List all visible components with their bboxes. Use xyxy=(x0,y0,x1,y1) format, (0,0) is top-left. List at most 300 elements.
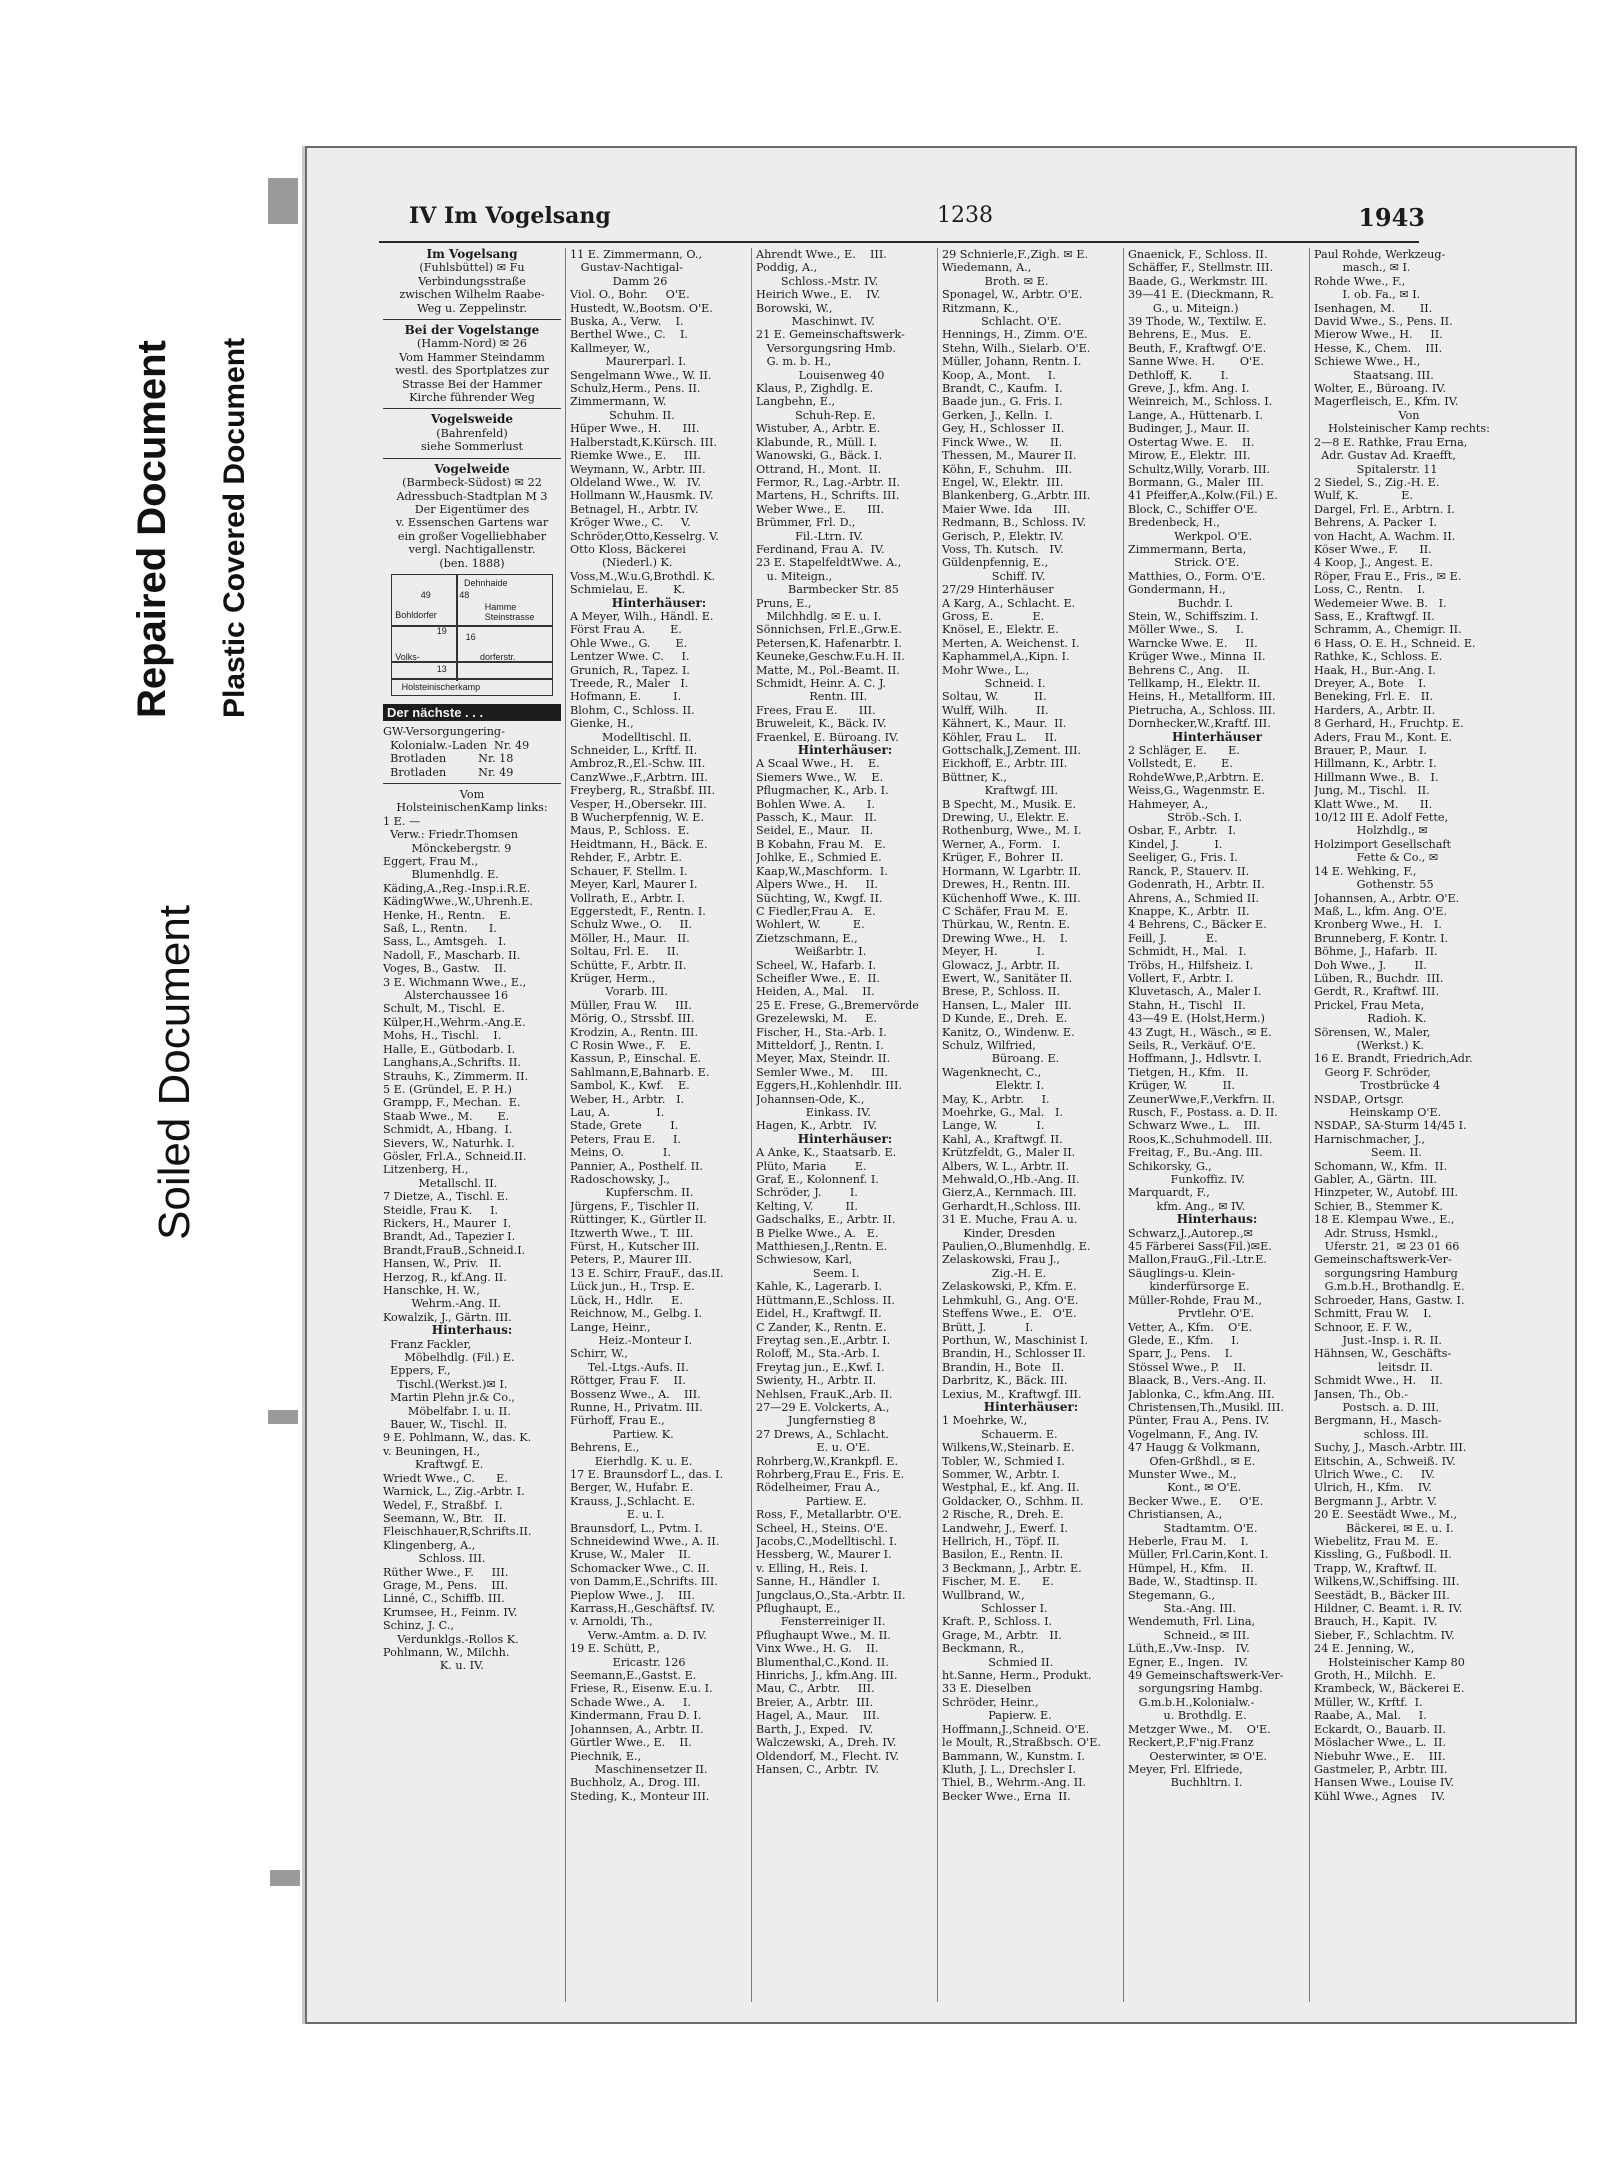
directory-entry: Külper,H.,Wehrm.-Ang.E. xyxy=(383,1015,526,1029)
directory-entry: Munster Wwe., M., xyxy=(1128,1467,1237,1481)
street-heading: Hinterhaus: xyxy=(431,1323,513,1338)
street-description: (Bahrenfeld) xyxy=(436,426,508,440)
directory-entry: Doh Wwe., J. II. xyxy=(1314,958,1427,972)
street-description: vergl. Nachtigallenstr. xyxy=(408,543,536,557)
directory-entry: v. Elling, H., Reis. I. xyxy=(756,1561,869,1575)
directory-entry: Kluth, J. L., Drechsler I. xyxy=(942,1762,1077,1776)
directory-entry: Vetter, A., Kfm. O'E. xyxy=(1128,1320,1253,1334)
directory-entry: Landwehr, J., Ewerf. I. xyxy=(942,1521,1068,1535)
directory-entry: Ambroz,R.,El.-Schw. III. xyxy=(570,757,706,771)
directory-entry: Hustedt, W.,Bootsm. O'E. xyxy=(570,301,713,315)
directory-entry: Meyer, Frl. Elfriede, xyxy=(1128,1762,1243,1776)
directory-entry: Hormann, W. Lgarbtr. II. xyxy=(942,864,1082,878)
directory-entry: Heinskamp O'E. xyxy=(1314,1106,1442,1119)
directory-entry: Fette & Co., ✉ xyxy=(1314,851,1439,865)
directory-entry: Pünter, Frau A., Pens. IV. xyxy=(1128,1414,1270,1428)
directory-entry: Tröbs, H., Hilfsheiz. I. xyxy=(1128,958,1254,972)
directory-entry: Brandin, H., Schlosser II. xyxy=(942,1347,1086,1361)
directory-entry: Kruse, W., Maler II. xyxy=(570,1548,691,1562)
directory-entry: Sengelmann Wwe., W. II. xyxy=(570,368,712,382)
directory-entry: Fil.-Ltrn. IV. xyxy=(756,529,864,543)
directory-entry: Berger, W., Hufabr. E. xyxy=(570,1481,694,1495)
directory-entry: Herzog, R., kf.Ang. II. xyxy=(383,1270,507,1284)
directory-entry: Dethloff, K. I. xyxy=(1128,368,1229,382)
directory-entry: Seils, R., Verkäuf. O'E. xyxy=(1128,1038,1256,1052)
directory-entry: Wohlert, W. E. xyxy=(756,918,865,932)
directory-entry: Brotladen Nr. 18 xyxy=(383,752,514,766)
directory-entry: Strick. O'E. xyxy=(1128,556,1240,570)
directory-entry: Schlacht. O'E. xyxy=(942,315,1062,329)
map-label: dorferstr. xyxy=(480,651,516,662)
directory-entry: Goldacker, O., Schhm. II. xyxy=(942,1494,1084,1508)
directory-entry: B Pielke Wwe., A. E. xyxy=(756,1226,879,1240)
directory-entry: Bammann, W., Kunstm. I. xyxy=(942,1749,1085,1763)
directory-entry: 3 Beckmann, J., Arbtr. E. xyxy=(942,1561,1082,1575)
directory-entry: Damm 26 xyxy=(570,274,668,288)
directory-entry: Hildner, C. Beamt. i. R. IV. xyxy=(1314,1602,1463,1616)
directory-entry: Zietzschmann, E., xyxy=(756,931,858,945)
directory-entry: Brümmer, Frl. D., xyxy=(756,516,856,530)
directory-entry: Strauhs, K., Zimmerm. II. xyxy=(383,1069,529,1083)
street-description: (Fuhlsbüttel) ✉ Fu xyxy=(419,261,525,275)
street-description: westl. des Sportplatzes zur xyxy=(395,364,549,378)
directory-entry: Ahrendt Wwe., E. III. xyxy=(756,248,887,261)
directory-entry: Wedemeier Wwe. B. I. xyxy=(1314,596,1447,610)
directory-entry: Paul Rohde, Werkzeug- xyxy=(1314,248,1446,261)
directory-entry: Walczewski, A., Dreh. IV. xyxy=(756,1736,897,1750)
directory-entry: Lange, Heinr., xyxy=(570,1320,651,1334)
directory-entry: Glede, E., Kfm. I. xyxy=(1128,1333,1240,1347)
directory-entry: NSDAP., SA-Sturm 14/45 I. xyxy=(1314,1119,1467,1133)
directory-entry: Thessen, M., Maurer II. xyxy=(942,449,1077,463)
directory-entry: Seemann, W., Btr. II. xyxy=(383,1511,507,1525)
directory-entry: Johannsen-Ode, K., xyxy=(756,1092,865,1106)
directory-entry: Martin Plehn jr.& Co., xyxy=(383,1391,515,1405)
directory-entry: Mönckebergstr. 9 xyxy=(383,841,512,855)
directory-entry: Scheifler Wwe., E. II. xyxy=(756,971,880,985)
directory-entry: Modelltischl. II. xyxy=(570,730,692,744)
map-label: 48 xyxy=(459,589,470,600)
directory-entry: Bormann, G., Maler III. xyxy=(1128,475,1264,489)
directory-entry: Hansen Wwe., Louise IV. xyxy=(1314,1776,1455,1790)
directory-entry: Mirow, E., Elektr. III. xyxy=(1128,449,1251,463)
directory-entry: Mallon,FrauG.,Fil.-Ltr.E. xyxy=(1128,1253,1267,1267)
directory-entry: Verw.: Friedr.Thomsen xyxy=(383,828,518,842)
map-label: Bohldorfer xyxy=(395,609,437,620)
street-heading: Hinterhäuser: xyxy=(983,1399,1079,1414)
directory-entry: Gerdt, R., Kraftwf. III. xyxy=(1314,985,1440,999)
directory-entry: (Werkst.) K. xyxy=(1314,1038,1425,1052)
directory-entry: Stegemann, G., xyxy=(1128,1588,1216,1602)
street-description: Vom Hammer Steindamm xyxy=(399,350,545,364)
directory-page xyxy=(305,146,1577,2024)
directory-entry: Ulrich, H., Kfm. IV. xyxy=(1314,1481,1432,1495)
directory-entry: Röttger, Frau F. II. xyxy=(570,1374,686,1388)
directory-entry: Wilkens,W.,Steinarb. E. xyxy=(942,1441,1075,1455)
directory-entry: Steffens Wwe., E. O'E. xyxy=(942,1307,1077,1321)
directory-entry: Blaack, B., Vers.-Ang. II. xyxy=(1128,1374,1267,1388)
directory-entry: Viol. O., Bohr. O'E. xyxy=(570,288,690,302)
directory-entry: Klatt Wwe., M. II. xyxy=(1314,797,1433,811)
map-label: Steinstrasse xyxy=(484,611,535,622)
directory-entry: Eickhoff, E., Arbtr. III. xyxy=(942,757,1068,771)
directory-entry: Möller Wwe., S. I. xyxy=(1128,623,1244,637)
directory-entry: 14 E. Wehking, F., xyxy=(1314,864,1417,878)
directory-entry: D Kunde, E., Dreh. E. xyxy=(942,1012,1068,1026)
directory-entry: Martens, H., Schrifts. III. xyxy=(756,489,900,503)
directory-entry: Hagel, A., Maur. III. xyxy=(756,1709,880,1723)
directory-entry: Wagenknecht, C., xyxy=(942,1065,1042,1079)
directory-entry: v. Arnoldi, Th., xyxy=(570,1615,653,1629)
street-heading: Hinterhäuser xyxy=(1171,729,1263,744)
directory-entry: Buchhltrn. I. xyxy=(1128,1776,1243,1790)
directory-entry: Schneid. I. xyxy=(942,677,1046,690)
directory-entry: Schmidt, Heinr. A. C. J. xyxy=(756,677,887,690)
directory-entry: Stössel Wwe., P. II. xyxy=(1128,1360,1246,1374)
directory-entry: 21 E. Gemeinschaftswerk- xyxy=(756,328,905,342)
directory-entry: Wiedemann, A., xyxy=(942,261,1032,275)
directory-entry: Hüper Wwe., H. III. xyxy=(570,422,700,436)
directory-entry: Weiss,G., Wagenmstr. E. xyxy=(1128,784,1266,798)
directory-entry: Alsterchaussee 16 xyxy=(383,989,509,1003)
directory-entry: Schneid., ✉ III. xyxy=(1128,1628,1250,1642)
street-description: Adressbuch-Stadtplan M 3 xyxy=(396,489,548,503)
directory-entry: Prickel, Frau Meta, xyxy=(1314,998,1425,1012)
directory-entry: Gondermann, H., xyxy=(1128,583,1226,597)
directory-entry: 27/29 Hinterhäuser xyxy=(942,583,1054,597)
directory-entry: Becker Wwe., E. O'E. xyxy=(1128,1494,1264,1508)
directory-entry: Ewert, W., Sanitäter II. xyxy=(942,971,1073,985)
directory-entry: ht.Sanne, Herm., Produkt. xyxy=(942,1669,1092,1683)
directory-entry: Kindel, J. I. xyxy=(1128,837,1223,851)
directory-entry: Adr. Struss, Hsmkl., xyxy=(1314,1226,1439,1240)
directory-entry: Dreyer, A., Bote I. xyxy=(1314,677,1427,690)
directory-entry: Pietrucha, A., Schloss. III. xyxy=(1128,703,1276,717)
directory-entry: Hessberg, W., Maurer I. xyxy=(756,1548,892,1562)
directory-entry: Basilon, E., Rentn. II. xyxy=(942,1548,1064,1562)
directory-entry: Krüger Wwe., Minna II. xyxy=(1128,650,1266,664)
directory-entry: Freitag, F., Bu.-Ang. III. xyxy=(1128,1146,1263,1160)
directory-entry: Wehrm.-Ang. II. xyxy=(383,1297,502,1311)
directory-entry: Hinzpeter, W., Autobf. III. xyxy=(1314,1186,1459,1200)
directory-entry: Johannsen, A., Arbtr. O'E. xyxy=(1314,891,1460,905)
directory-entry: Gerisch, P., Elektr. IV. xyxy=(942,529,1064,543)
directory-entry: Maschinwt. IV. xyxy=(756,315,875,329)
directory-entry: Wolter, E., Büroang. IV. xyxy=(1314,382,1446,396)
directory-entry: Vollrath, E., Arbtr. I. xyxy=(570,891,685,905)
directory-entry: Wendemuth, Frl. Lina, xyxy=(1128,1615,1256,1629)
directory-entry: Hüttmann,E.,Schloss. II. xyxy=(756,1293,895,1307)
directory-entry: Müller, Frl.Carin,Kont. I. xyxy=(1128,1548,1269,1562)
directory-entry: Klaus, P., Zighdlg. E. xyxy=(756,382,874,396)
header-page-number: 1238 xyxy=(937,203,993,228)
directory-entry: Ofen-Grßhdl., ✉ E. xyxy=(1128,1454,1256,1468)
directory-entry: Semler Wwe., M. III. xyxy=(756,1065,888,1079)
directory-entry: Sönnichsen, Frl.E.,Grw.E. xyxy=(756,623,902,637)
directory-entry: 33 E. Dieselben xyxy=(942,1682,1032,1696)
directory-entry: Behrens, E., Mus. E. xyxy=(1128,328,1252,342)
directory-entry: Franz Fackler, xyxy=(383,1337,472,1351)
street-description: v. Essenschen Gartens war xyxy=(395,516,549,530)
directory-entry: Mörig, O., Strssbf. III. xyxy=(570,1012,695,1026)
directory-entry: Wiebelitz, Frau M. E. xyxy=(1314,1535,1439,1548)
directory-entry: Piechnik, E., xyxy=(570,1749,642,1763)
directory-entry: Eggerstedt, F., Rentn. I. xyxy=(570,904,706,918)
directory-entry: 7 Dietze, A., Tischl. E. xyxy=(383,1190,509,1204)
street-heading: Vogelsweide xyxy=(430,412,514,427)
directory-entry: 10/12 III E. Adolf Fette, xyxy=(1314,811,1449,825)
street-heading: Hinterhäuser: xyxy=(611,595,707,610)
directory-entry: 41 Pfeiffer,A.,Kolw.(Fil.) E. xyxy=(1128,489,1278,503)
directory-entry: G.m.b.H.,Kolonialw.- xyxy=(1128,1695,1255,1709)
directory-entry: Süchting, W., Kwgf. II. xyxy=(756,891,883,905)
directory-entry: Küchenhoff Wwe., K. III. xyxy=(942,891,1081,905)
directory-entry: Egner, E., Ingen. IV. xyxy=(1128,1655,1249,1669)
directory-entry: Kühl Wwe., Agnes IV. xyxy=(1314,1789,1446,1803)
directory-entry: Reichnow, M., Gelbg. I. xyxy=(570,1307,703,1321)
directory-entry: Heirich Wwe., E. IV. xyxy=(756,288,881,302)
section-divider xyxy=(383,783,561,784)
directory-entry: Schulz,Herm., Pens. II. xyxy=(570,382,701,396)
directory-entry: Köhn, F., Schuhm. III. xyxy=(942,462,1073,476)
directory-entry: Sanne Wwe. H. O'E. xyxy=(1128,355,1264,369)
directory-entry: 19 E. Schütt, P., xyxy=(570,1642,660,1656)
directory-entry: (Niederl.) K. xyxy=(570,556,673,570)
directory-entry: Finck Wwe., W. II. xyxy=(942,435,1063,449)
directory-entry: Tobler, W., Schmied I. xyxy=(942,1454,1065,1468)
scanner-edge-mark xyxy=(268,178,298,224)
directory-entry: Wriedt Wwe., C. E. xyxy=(383,1471,508,1485)
directory-entry: 1 E. — xyxy=(383,814,421,828)
directory-entry: Blumenthal,C.,Kond. II. xyxy=(756,1655,889,1669)
directory-entry: Isenhagen, M. II. xyxy=(1314,301,1433,315)
directory-entry: Krumsee, H., Feinm. IV. xyxy=(383,1605,518,1619)
street-description: Weg u. Zeppelinstr. xyxy=(417,301,527,315)
directory-entry: Jürgens, F., Tischler II. xyxy=(570,1199,700,1213)
directory-entry: Plüto, Maria E. xyxy=(756,1159,867,1173)
directory-entry: Schmidt, H., Mal. I. xyxy=(1128,945,1247,959)
directory-entry: 1 Moehrke, W., xyxy=(942,1414,1028,1428)
directory-entry: Klabunde, R., Müll. I. xyxy=(756,435,878,449)
directory-entry: Brandt, C., Kaufm. I. xyxy=(942,382,1063,396)
directory-entry: 4 Behrens, C., Bäcker E. xyxy=(1128,918,1267,932)
directory-entry: Kolonialw.-Laden Nr. 49 xyxy=(383,738,530,752)
directory-entry: Brese, P., Schloss. II. xyxy=(942,985,1061,999)
directory-entry: Seemann,E.,Gastst. E. xyxy=(570,1669,697,1683)
directory-entry: K. u. IV. xyxy=(383,1659,484,1673)
directory-entry: Schütte, F., Arbtr. II. xyxy=(570,958,687,972)
map-road xyxy=(456,575,458,681)
directory-entry: Hillmann Wwe., B. I. xyxy=(1314,770,1439,784)
directory-entry: Weinreich, M., Schloss. I. xyxy=(1128,395,1273,409)
directory-entry: Rohrberg,Frau E., Fris. E. xyxy=(756,1467,905,1481)
directory-entry: Jacobs,C.,Modelltischl. I. xyxy=(756,1535,897,1548)
directory-entry: 24 E. Jenning, W., xyxy=(1314,1642,1415,1656)
directory-entry: Friese, R., Eisenw. E.u. I. xyxy=(570,1682,713,1696)
directory-entry: Fischer, H., Sta.-Arb. I. xyxy=(756,1025,887,1039)
directory-entry: Grage, M., Arbtr. II. xyxy=(942,1628,1062,1642)
directory-entry: Brandt,FrauB.,Schneid.I. xyxy=(383,1243,526,1257)
directory-entry: Schuh-Rep. E. xyxy=(756,408,876,422)
directory-entry: Ostertag Wwe. E. II. xyxy=(1128,435,1255,449)
directory-entry: Mierow Wwe., H. II. xyxy=(1314,328,1443,342)
directory-entry: Langhans,A.,Schrifts. II. xyxy=(383,1056,521,1070)
directory-entry: Meyer, Karl, Maurer I. xyxy=(570,878,698,892)
directory-entry: A Anke, K., Staatsarb. E. xyxy=(756,1146,897,1160)
directory-entry: Fraenkel, E. Büroang. IV. xyxy=(756,730,899,744)
directory-entry: Johannsen, A., Arbtr. II. xyxy=(570,1722,704,1736)
directory-entry: C Zander, K., Rentn. E. xyxy=(756,1320,887,1334)
directory-entry: 31 E. Muche, Frau A. u. xyxy=(942,1213,1078,1227)
directory-entry: Holzhdlg., ✉ xyxy=(1314,824,1428,838)
directory-entry: Passch, K., Maur. II. xyxy=(756,811,877,825)
directory-entry: Hansen, C., Arbtr. IV. xyxy=(756,1762,880,1776)
directory-entry: 13 E. Schirr, FrauF., das.II. xyxy=(570,1266,724,1280)
directory-entry: Seidel, E., Maur. II. xyxy=(756,824,874,838)
directory-entry: Uferstr. 21, ✉ 23 01 66 xyxy=(1314,1240,1460,1254)
directory-entry: Freytag jun., E.,Kwf. I. xyxy=(756,1360,885,1374)
directory-entry: Wilkens,W.,Schiffsing. III. xyxy=(1314,1575,1460,1589)
directory-entry: Krambeck, W., Bäckerei E. xyxy=(1314,1682,1465,1696)
directory-entry: masch., ✉ I. xyxy=(1314,261,1411,275)
section-divider xyxy=(383,319,561,320)
directory-entry: May, K., Arbtr. I. xyxy=(942,1092,1050,1106)
directory-entry: Schulz, Wilfried, xyxy=(942,1038,1036,1052)
column-2 xyxy=(565,248,748,2002)
directory-entry: Hillmann, K., Arbtr. I. xyxy=(1314,757,1437,771)
directory-entry: Breier, A., Arbtr. III. xyxy=(756,1695,874,1709)
directory-entry: Borowski, W., xyxy=(756,301,833,315)
directory-entry: Fürhoff, Frau E., xyxy=(570,1414,665,1428)
directory-entry: Rehder, F., Arbtr. E. xyxy=(570,851,682,865)
directory-entry: Mohs, H., Tischl. I. xyxy=(383,1029,502,1043)
directory-entry: Christiansen, A., xyxy=(1128,1508,1223,1522)
directory-entry: 27 Drews, A., Schlacht. xyxy=(756,1427,889,1441)
directory-entry: Karrass,H.,Geschäftsf. IV. xyxy=(570,1602,716,1616)
directory-entry: Schauer, F. Stellm. I. xyxy=(570,864,688,878)
directory-entry: Hagen, K., Arbtr. IV. xyxy=(756,1119,878,1133)
directory-entry: Kaphammel,A.,Kipn. I. xyxy=(942,650,1070,664)
directory-entry: Nadoll, F., Mascharb. II. xyxy=(383,948,521,962)
directory-entry: Krodzin, A., Rentn. III. xyxy=(570,1025,699,1039)
street-description: (Hamm-Nord) ✉ 26 xyxy=(417,337,527,351)
directory-entry: Brauch, H., Kapit. IV. xyxy=(1314,1615,1438,1629)
directory-entry: Kindermann, Frau D. I. xyxy=(570,1709,702,1723)
directory-entry: 3 E. Wichmann Wwe., E., xyxy=(383,975,527,989)
directory-entry: Bossenz Wwe., A. III. xyxy=(570,1387,701,1401)
directory-entry: Weymann, W., Arbtr. III. xyxy=(570,462,706,476)
directory-entry: Heberle, Frau M. I. xyxy=(1128,1535,1249,1548)
section-divider xyxy=(383,458,561,459)
directory-entry: Gürtler Wwe., E. II. xyxy=(570,1736,692,1750)
directory-entry: Sass, E., Kraftwgf. II. xyxy=(1314,609,1435,623)
directory-entry: Koop, A., Mont. I. xyxy=(942,368,1056,382)
column-3 xyxy=(751,248,934,2002)
directory-entry: Heiz.-Monteur I. xyxy=(570,1333,693,1347)
directory-entry: Lück jun., H., Trsp. E. xyxy=(570,1280,695,1294)
directory-entry: Eppers, F., xyxy=(383,1364,451,1378)
street-heading: Bei der Vogelstange xyxy=(404,323,540,338)
directory-entry: Möbelfabr. I. u. II. xyxy=(383,1404,511,1418)
street-description: (ben. 1888) xyxy=(439,556,505,570)
directory-entry: Swienty, H., Arbtr. II. xyxy=(756,1374,877,1388)
directory-entry: Kahle, K., Lagerarb. I. xyxy=(756,1280,883,1294)
directory-entry: Magerfleisch, E., Kfm. IV. xyxy=(1314,395,1459,409)
directory-entry: Schröder, J. I. xyxy=(756,1186,858,1200)
directory-entry: Matthiesen,J.,Rentn. E. xyxy=(756,1240,888,1254)
street-description: ein großer Vogelliebhaber xyxy=(397,529,547,543)
directory-entry: Porthun, W., Maschinist I. xyxy=(942,1333,1089,1347)
header-rule xyxy=(379,241,1419,243)
directory-entry: Sass, L., Amtsgeh. I. xyxy=(383,935,507,949)
directory-entry: Wullbrand, W., xyxy=(942,1588,1025,1602)
directory-entry: Möslacher Wwe., L. II. xyxy=(1314,1736,1447,1750)
directory-entry: Schirr, W., xyxy=(570,1347,628,1361)
directory-entry: v. Beuningen, H., xyxy=(383,1444,481,1458)
directory-entry: E. u. O'E. xyxy=(756,1441,871,1455)
directory-entry: Henke, H., Rentn. E. xyxy=(383,908,511,922)
directory-entry: Rohde Wwe., F., xyxy=(1314,274,1406,288)
directory-entry: Warnick, L., Zig.-Arbtr. I. xyxy=(383,1485,525,1499)
directory-entry: Zimmermann, W. xyxy=(570,395,667,409)
street-description: Der Eigentümer des xyxy=(414,502,530,516)
directory-entry: A Karg, A., Schlacht. E. xyxy=(942,596,1076,610)
directory-entry: Sörensen, W., Maler, xyxy=(1314,1025,1431,1039)
directory-entry: Metallschl. II. xyxy=(383,1176,498,1190)
directory-entry: Lange, W. I. xyxy=(942,1119,1045,1133)
directory-entry: Budinger, J., Maur. II. xyxy=(1128,422,1250,436)
plastic-covered-document-stamp: Plastic Covered Document xyxy=(218,337,251,718)
directory-entry: Vollstedt, E. E. xyxy=(1128,757,1233,771)
directory-entry: Maß, L., kfm. Ang. O'E. xyxy=(1314,904,1447,918)
directory-entry: Thiel, B., Wehrm.-Ang. II. xyxy=(942,1776,1087,1790)
directory-entry: Elektr. I. xyxy=(942,1079,1045,1093)
directory-entry: Berthel Wwe., C. I. xyxy=(570,328,688,342)
directory-entry: Kahl, A., Kraftwgf. II. xyxy=(942,1132,1063,1146)
directory-entry: Frees, Frau E. III. xyxy=(756,703,876,717)
directory-entry: Hinrichs, J., kfm.Ang. III. xyxy=(756,1669,898,1683)
directory-entry: Oldeland Wwe., W. IV. xyxy=(570,475,701,489)
directory-entry: Müller, Johann, Rentn. I. xyxy=(942,355,1082,369)
directory-entry: Roloff, M., Sta.-Arb. I. xyxy=(756,1347,881,1361)
directory-entry: Oesterwinter, ✉ O'E. xyxy=(1128,1749,1267,1763)
directory-entry: 39—41 E. (Dieckmann, R. xyxy=(1128,288,1274,302)
directory-entry: Just.-Insp. i. R. II. xyxy=(1314,1333,1442,1347)
directory-entry: Freytag sen.,E.,Arbtr. I. xyxy=(756,1333,891,1347)
directory-entry: Bäckerei, ✉ E. u. I. xyxy=(1314,1521,1454,1535)
directory-entry: C Fiedler,Frau A. E. xyxy=(756,904,876,918)
map-road xyxy=(392,625,552,627)
directory-entry: Kanitz, O., Windenw. E. xyxy=(942,1025,1075,1039)
directory-entry: Tellkamp, H., Elektr. II. xyxy=(1128,677,1261,690)
directory-entry: Seem. I. xyxy=(756,1266,860,1280)
directory-entry: Keuneke,Geschw.F.u.H. II. xyxy=(756,650,905,664)
directory-entry: Schulz Wwe., O. II. xyxy=(570,918,692,932)
directory-entry: Brotladen Nr. 49 xyxy=(383,765,514,779)
scanner-edge-mark xyxy=(268,1410,298,1424)
directory-entry: Feill, J. E. xyxy=(1128,931,1218,945)
directory-entry: Thürkau, W., Rentn. E. xyxy=(942,918,1070,932)
directory-entry: Schramm, A., Chemigr. II. xyxy=(1314,623,1462,637)
directory-entry: Steding, K., Monteur III. xyxy=(570,1789,710,1803)
directory-entry: Jung, M., Tischl. II. xyxy=(1314,784,1430,798)
directory-entry: Vogelmann, F., Ang. IV. xyxy=(1128,1427,1259,1441)
section-divider xyxy=(383,408,561,409)
directory-entry: Bade, W., Stadtinsp. II. xyxy=(1128,1575,1258,1589)
directory-entry: Adr. Gustav Ad. Kraefft, xyxy=(1314,449,1456,463)
directory-entry: Litzenberg, H., xyxy=(383,1163,469,1177)
directory-entry: Barmbecker Str. 85 xyxy=(756,583,899,597)
